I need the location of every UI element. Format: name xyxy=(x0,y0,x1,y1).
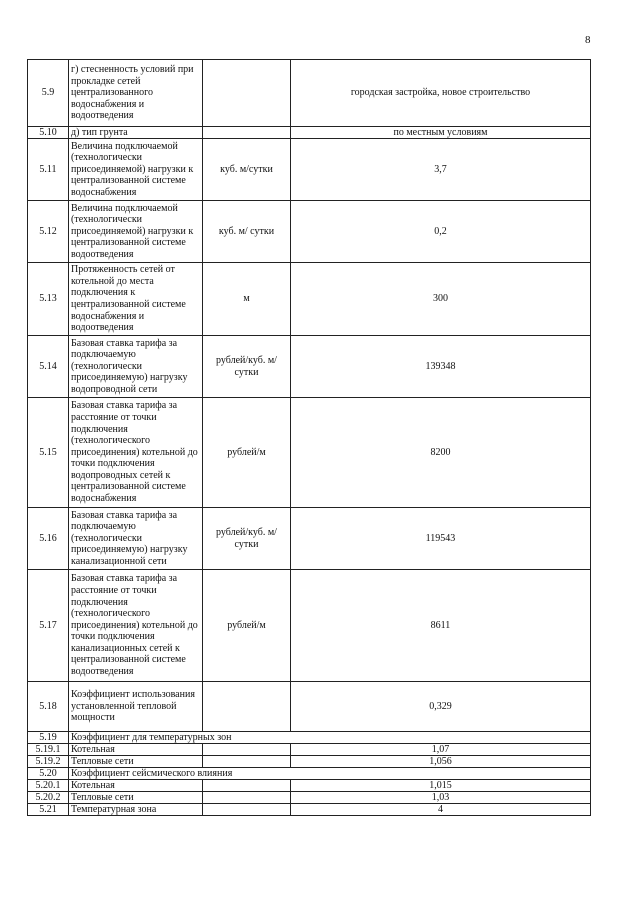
row-number: 5.12 xyxy=(28,201,69,263)
row-value: по местным условиям xyxy=(291,127,591,139)
row-description: Величина подключаемой (технологически присоединяемой) нагрузки к централизованной системе водоотведения xyxy=(69,201,203,263)
row-number: 5.11 xyxy=(28,139,69,201)
row-description: Температурная зона xyxy=(69,804,203,816)
row-unit xyxy=(203,780,291,792)
row-unit: рублей/куб. м/сутки xyxy=(203,508,291,570)
row-unit xyxy=(203,127,291,139)
table-row xyxy=(28,60,591,127)
row-value: 8200 xyxy=(291,398,591,508)
row-number: 5.10 xyxy=(28,127,69,139)
row-number: 5.18 xyxy=(28,682,69,732)
table-row xyxy=(28,756,591,768)
row-unit xyxy=(203,804,291,816)
table-row xyxy=(28,804,591,816)
table-row xyxy=(28,768,591,780)
row-number: 5.9 xyxy=(28,60,69,127)
row-unit xyxy=(203,756,291,768)
table-row xyxy=(28,127,591,139)
row-description: Тепловые сети xyxy=(69,756,203,768)
row-description: Тепловые сети xyxy=(69,792,203,804)
row-number: 5.17 xyxy=(28,570,69,682)
row-description: Коэффициент использования установленной тепловой мощности xyxy=(69,682,203,732)
row-number: 5.16 xyxy=(28,508,69,570)
row-unit xyxy=(203,60,291,127)
row-value: 119543 xyxy=(291,508,591,570)
row-unit: м xyxy=(203,263,291,336)
row-number: 5.14 xyxy=(28,336,69,398)
row-value: 0,329 xyxy=(291,682,591,732)
row-unit: куб. м/сутки xyxy=(203,139,291,201)
row-unit xyxy=(203,744,291,756)
row-unit: рублей/куб. м/сутки xyxy=(203,336,291,398)
table-row xyxy=(28,508,591,570)
row-number: 5.13 xyxy=(28,263,69,336)
table-row xyxy=(28,201,591,263)
row-number: 5.20.1 xyxy=(28,780,69,792)
row-unit xyxy=(203,792,291,804)
table-row xyxy=(28,139,591,201)
table-row xyxy=(28,682,591,732)
row-number: 5.19.2 xyxy=(28,756,69,768)
row-number: 5.15 xyxy=(28,398,69,508)
row-unit: рублей/м xyxy=(203,570,291,682)
row-value: 139348 xyxy=(291,336,591,398)
row-description: г) стесненность условий при прокладке сетей централизованного водоснабжения и водоотведения xyxy=(69,60,203,127)
row-description: Базовая ставка тарифа за подключаемую (технологически присоединяемую) нагрузку канализационной сети xyxy=(69,508,203,570)
row-number: 5.19 xyxy=(28,732,69,744)
table-row xyxy=(28,732,591,744)
row-value: 4 xyxy=(291,804,591,816)
row-value: 1,07 xyxy=(291,744,591,756)
row-number: 5.20 xyxy=(28,768,69,780)
row-value: 1,056 xyxy=(291,756,591,768)
table-row xyxy=(28,570,591,682)
row-description: д) тип грунта xyxy=(69,127,203,139)
section-heading: Коэффициент для температурных зон xyxy=(69,732,591,744)
row-value: 1,015 xyxy=(291,780,591,792)
row-number: 5.19.1 xyxy=(28,744,69,756)
row-unit: рублей/м xyxy=(203,398,291,508)
row-description: Базовая ставка тарифа за расстояние от точки подключения (технологического присоединения) котельной до точки подключения канализационных сетей к централизованной системе водоотведения xyxy=(69,570,203,682)
row-unit: куб. м/ сутки xyxy=(203,201,291,263)
page-number: 8 xyxy=(585,34,591,46)
row-value: городская застройка, новое строительство xyxy=(291,60,591,127)
section-heading: Коэффициент сейсмического влияния xyxy=(69,768,591,780)
row-unit xyxy=(203,682,291,732)
row-value: 3,7 xyxy=(291,139,591,201)
row-description: Котельная xyxy=(69,780,203,792)
row-value: 1,03 xyxy=(291,792,591,804)
table-row xyxy=(28,780,591,792)
table-row xyxy=(28,263,591,336)
row-description: Базовая ставка тарифа за подключаемую (технологически присоединяемую) нагрузку водопроводной сети xyxy=(69,336,203,398)
row-description: Протяженность сетей от котельной до места подключения к централизованной системе водоснабжения и водоотведения xyxy=(69,263,203,336)
row-description: Величина подключаемой (технологически присоединяемой) нагрузки к централизованной системе водоснабжения xyxy=(69,139,203,201)
row-number: 5.21 xyxy=(28,804,69,816)
table-row xyxy=(28,792,591,804)
table-row xyxy=(28,336,591,398)
parameters-table xyxy=(27,59,591,816)
row-value: 300 xyxy=(291,263,591,336)
table-row xyxy=(28,398,591,508)
table-row xyxy=(28,744,591,756)
row-value: 8611 xyxy=(291,570,591,682)
row-description: Котельная xyxy=(69,744,203,756)
row-value: 0,2 xyxy=(291,201,591,263)
row-description: Базовая ставка тарифа за расстояние от точки подключения (технологического присоединения) котельной до точки подключения водопроводных сетей к централизованной системе водоснабжения xyxy=(69,398,203,508)
row-number: 5.20.2 xyxy=(28,792,69,804)
